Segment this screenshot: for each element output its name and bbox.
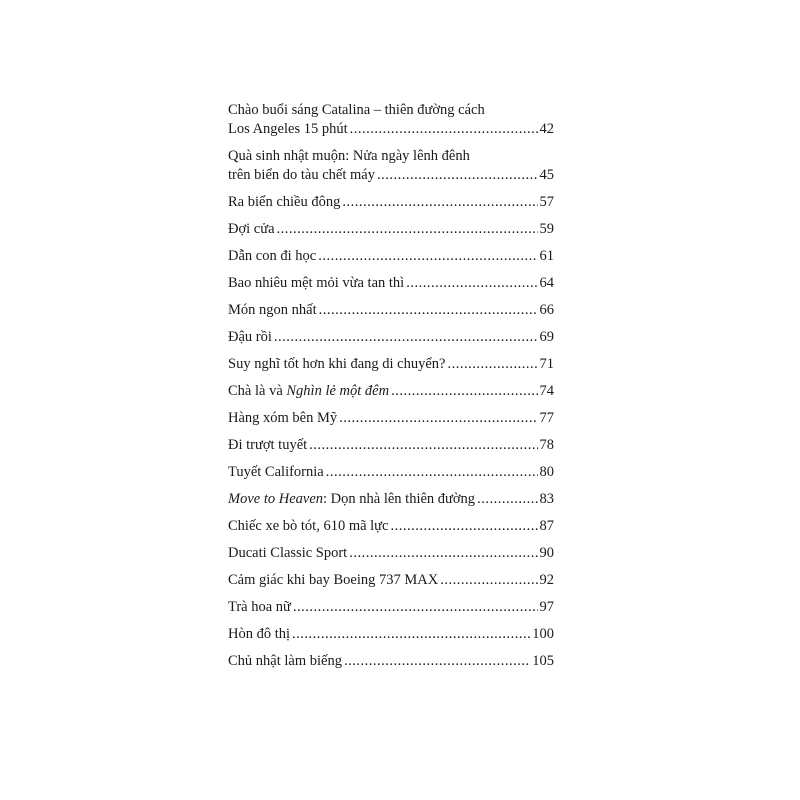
toc-entry-title-italic: Move to Heaven: [228, 491, 324, 507]
toc-entry-line: [228, 166, 554, 185]
toc-entry: [228, 625, 554, 644]
toc-entry: [228, 382, 554, 401]
toc-entry-line: [228, 598, 554, 617]
toc-page-number: 57: [539, 194, 554, 210]
table-of-contents: [228, 101, 554, 679]
toc-entry-title-plain: : Dọn nhà lên thiên đường: [323, 491, 476, 507]
toc-entry-title: Chiếc xe bò tót, 610 mã lực: [228, 518, 389, 534]
toc-entry-title: Hòn đô thị: [228, 626, 291, 642]
toc-entry-line: [228, 625, 554, 644]
toc-page-number: 90: [539, 545, 554, 561]
toc-page-number: 92: [539, 572, 554, 588]
toc-entry-line: [228, 247, 554, 266]
toc-page-number: 105: [532, 653, 554, 669]
toc-entry-title-plain: Chà là và: [228, 383, 287, 399]
dot-leader: [277, 220, 538, 239]
toc-entry-line: [228, 544, 554, 563]
toc-entry-line: [228, 436, 554, 455]
dot-leader: [339, 409, 537, 428]
toc-entry: [228, 101, 554, 139]
toc-entry: [228, 544, 554, 563]
toc-entry: [228, 220, 554, 239]
toc-entry-title: Đậu rồi: [228, 329, 272, 345]
dot-leader: [448, 355, 538, 374]
dot-leader: [274, 328, 538, 347]
toc-page-number: 71: [539, 356, 554, 372]
toc-entry: [228, 490, 554, 509]
toc-entry-line: [228, 463, 554, 482]
dot-leader: [477, 490, 537, 509]
toc-entry-line: [228, 652, 554, 671]
dot-leader: [406, 274, 537, 293]
toc-entry-title: Đi trượt tuyết: [228, 437, 308, 453]
dot-leader: [342, 193, 537, 212]
toc-entry-title-italic: Nghìn lẻ một đêm: [286, 383, 390, 399]
toc-entry-title: Suy nghĩ tốt hơn khi đang di chuyển?: [228, 356, 446, 372]
toc-entry-line: [228, 328, 554, 347]
dot-leader: [293, 598, 538, 617]
toc-entry-title: [228, 490, 475, 509]
toc-entry-title: Ducati Classic Sport: [228, 545, 348, 561]
toc-entry: [228, 463, 554, 482]
toc-entry-title: Chủ nhật làm biếng: [228, 653, 342, 669]
toc-entry-title-line1: Quà sinh nhật muộn: Nửa ngày lênh đênh: [228, 148, 470, 164]
dot-leader: [377, 166, 538, 185]
toc-entry-title: Tuyết California: [228, 464, 324, 480]
dot-leader: [309, 436, 537, 455]
toc-entry-line: [228, 382, 554, 401]
toc-entry: [228, 571, 554, 590]
toc-page-number: 59: [539, 221, 554, 237]
toc-entry-title: [228, 382, 389, 401]
dot-leader: [326, 463, 538, 482]
toc-entry: [228, 436, 554, 455]
toc-entry-line: [228, 517, 554, 536]
toc-page-number: 61: [539, 248, 554, 264]
dot-leader: [319, 301, 538, 320]
dot-leader: [292, 625, 530, 644]
toc-page-number: 45: [539, 167, 554, 183]
toc-page-number: 69: [539, 329, 554, 345]
toc-entry: [228, 328, 554, 347]
toc-entry-line: [228, 120, 554, 139]
toc-entry-title: Hàng xóm bên Mỹ: [228, 410, 338, 426]
dot-leader: [318, 247, 537, 266]
toc-entry: [228, 598, 554, 617]
dot-leader: [349, 544, 537, 563]
toc-entry: [228, 274, 554, 293]
toc-page-number: 78: [539, 437, 554, 453]
toc-entry-title: trên biển do tàu chết máy: [228, 167, 375, 183]
toc-entry-line: [228, 193, 554, 212]
toc-page-number: 77: [539, 410, 554, 426]
toc-page-number: 83: [539, 491, 554, 507]
toc-entry-line: [228, 490, 554, 509]
toc-page-number: 80: [539, 464, 554, 480]
toc-entry: [228, 517, 554, 536]
toc-entry-title: Đợi cửa: [228, 221, 275, 237]
toc-page-number: 42: [539, 121, 554, 137]
toc-entry-title: Dẫn con đi học: [228, 248, 317, 264]
toc-entry-title: Los Angeles 15 phút: [228, 121, 348, 137]
toc-page-number: 97: [539, 599, 554, 615]
toc-entry-line: [228, 571, 554, 590]
toc-entry-title: Ra biển chiều đông: [228, 194, 341, 210]
toc-entry: [228, 652, 554, 671]
toc-page-number: 64: [539, 275, 554, 291]
toc-page-number: 66: [539, 302, 554, 318]
toc-entry: [228, 409, 554, 428]
dot-leader: [390, 517, 537, 536]
toc-entry: [228, 147, 554, 185]
dot-leader: [344, 652, 530, 671]
dot-leader: [350, 120, 538, 139]
toc-entry-title: Trà hoa nữ: [228, 599, 291, 615]
toc-entry-line: [228, 409, 554, 428]
toc-page-number: 74: [539, 383, 554, 399]
dot-leader: [440, 571, 537, 590]
toc-entry: [228, 355, 554, 374]
toc-entry-line: [228, 355, 554, 374]
toc-entry: [228, 247, 554, 266]
toc-page-number: 100: [532, 626, 554, 642]
toc-entry-line: [228, 220, 554, 239]
toc-entry-title: Bao nhiêu mệt mỏi vừa tan thì: [228, 275, 405, 291]
toc-entry-title: Món ngon nhất: [228, 302, 317, 318]
dot-leader: [391, 382, 537, 401]
toc-entry: [228, 193, 554, 212]
toc-entry-line: [228, 274, 554, 293]
toc-entry-title-line1: Chào buổi sáng Catalina – thiên đường cách: [228, 102, 485, 118]
toc-page-number: 87: [539, 518, 554, 534]
toc-entry: [228, 301, 554, 320]
toc-entry-title: Cảm giác khi bay Boeing 737 MAX: [228, 572, 439, 588]
toc-entry-line: [228, 301, 554, 320]
